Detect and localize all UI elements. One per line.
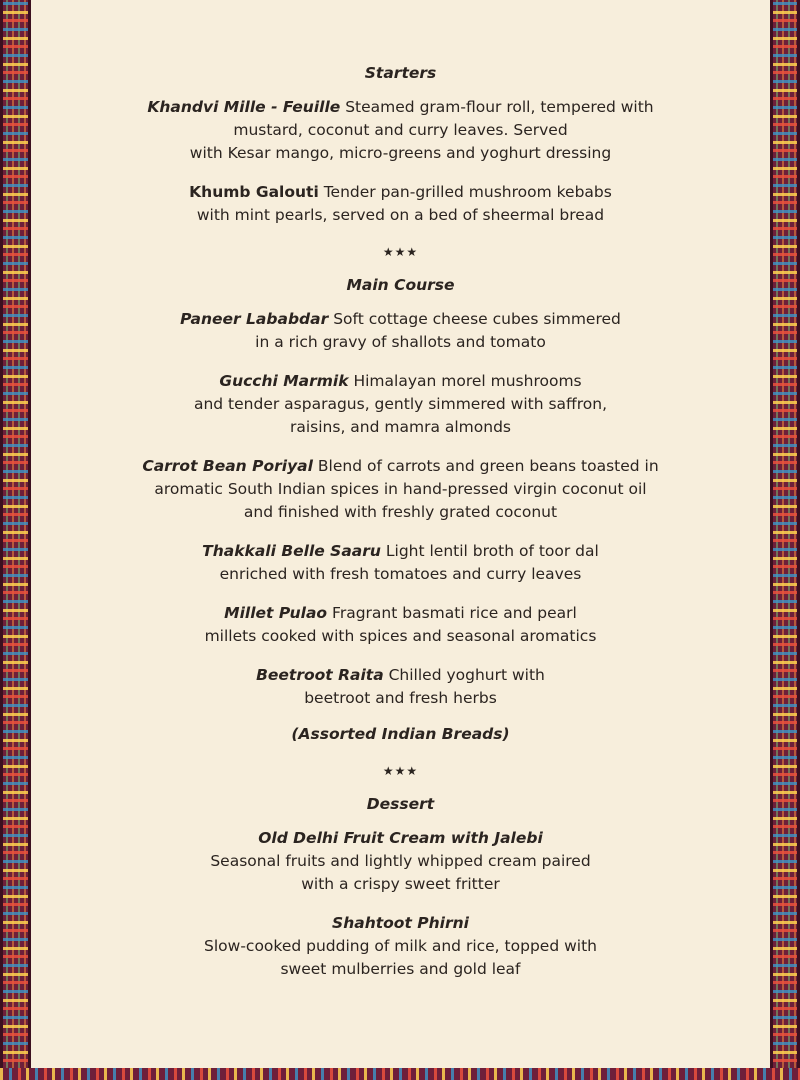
dish-name: Carrot Bean Poriyal bbox=[142, 457, 313, 475]
dish-millet-pulao bbox=[31, 602, 770, 648]
dish-description-line: aromatic South Indian spices in hand-pressed virgin coconut oil bbox=[154, 480, 647, 498]
dish-description-line: with mint pearls, served on a bed of sheermal bread bbox=[196, 206, 605, 224]
dish-description-line: Chilled yoghurt with bbox=[388, 666, 545, 684]
dish-paneer-lababdar bbox=[31, 308, 770, 354]
dish-khumb-galouti bbox=[31, 181, 770, 227]
section-title-dessert: Dessert bbox=[366, 795, 435, 813]
decorative-border-bottom bbox=[0, 1068, 800, 1080]
dish-description-line: millets cooked with spices and seasonal aromatics bbox=[204, 627, 597, 645]
dish-name: Khandvi Mille - Feuille bbox=[147, 98, 341, 116]
dish-description-line: raisins, and mamra almonds bbox=[289, 418, 512, 436]
dish-name: Old Delhi Fruit Cream with Jalebi bbox=[258, 829, 543, 847]
dish-description-line: and finished with freshly grated coconut bbox=[243, 503, 558, 521]
separator-stars: ★★★ bbox=[382, 764, 419, 778]
dish-description-line: mustard, coconut and curry leaves. Served bbox=[233, 121, 568, 139]
dish-beetroot-raita bbox=[31, 664, 770, 710]
dish-description-line: Fragrant basmati rice and pearl bbox=[332, 604, 577, 622]
dish-name: Gucchi Marmik bbox=[219, 372, 349, 390]
dish-description-line: beetroot and fresh herbs bbox=[304, 689, 497, 707]
breads-note: (Assorted Indian Breads) bbox=[291, 725, 510, 743]
dish-description-line: sweet mulberries and gold leaf bbox=[280, 960, 521, 978]
dish-description-line: Steamed gram-flour roll, tempered with bbox=[345, 98, 654, 116]
dish-old-delhi-fruit-cream bbox=[31, 827, 770, 896]
dish-description-line: Slow-cooked pudding of milk and rice, topped with bbox=[204, 937, 597, 955]
section-title-starters: Starters bbox=[364, 64, 437, 82]
dish-name: Shahtoot Phirni bbox=[332, 914, 469, 932]
dish-description-line: and tender asparagus, gently simmered with saffron, bbox=[193, 395, 608, 413]
dish-name: Beetroot Raita bbox=[256, 666, 384, 684]
dish-khandvi bbox=[31, 96, 770, 165]
dish-description-line: Tender pan-grilled mushroom kebabs bbox=[323, 183, 612, 201]
menu-content bbox=[31, 0, 770, 981]
dish-description-line: Blend of carrots and green beans toasted in bbox=[317, 457, 659, 475]
decorative-border-left bbox=[0, 0, 31, 1080]
separator-stars: ★★★ bbox=[382, 245, 419, 259]
dish-description-line: Himalayan morel mushrooms bbox=[353, 372, 582, 390]
dish-carrot-bean-poriyal bbox=[31, 455, 770, 524]
dish-description-line: Light lentil broth of toor dal bbox=[385, 542, 599, 560]
dish-name: Paneer Lababdar bbox=[180, 310, 329, 328]
dish-gucchi-marmik bbox=[31, 370, 770, 439]
decorative-border-right bbox=[770, 0, 800, 1080]
dish-shahtoot-phirni bbox=[31, 912, 770, 981]
dish-thakkali-belle-saaru bbox=[31, 540, 770, 586]
dish-description-line: with Kesar mango, micro-greens and yoghurt dressing bbox=[189, 144, 612, 162]
dish-description-line: Seasonal fruits and lightly whipped cream paired bbox=[210, 852, 591, 870]
section-title-main-course: Main Course bbox=[346, 276, 455, 294]
dish-description-line: Soft cottage cheese cubes simmered bbox=[333, 310, 621, 328]
dish-name: Millet Pulao bbox=[224, 604, 328, 622]
dish-description-line: with a crispy sweet fritter bbox=[301, 875, 500, 893]
dish-description-line: enriched with fresh tomatoes and curry leaves bbox=[219, 565, 582, 583]
dish-name: Thakkali Belle Saaru bbox=[202, 542, 381, 560]
dish-description-line: in a rich gravy of shallots and tomato bbox=[255, 333, 546, 351]
dish-name: Khumb Galouti bbox=[189, 183, 319, 201]
